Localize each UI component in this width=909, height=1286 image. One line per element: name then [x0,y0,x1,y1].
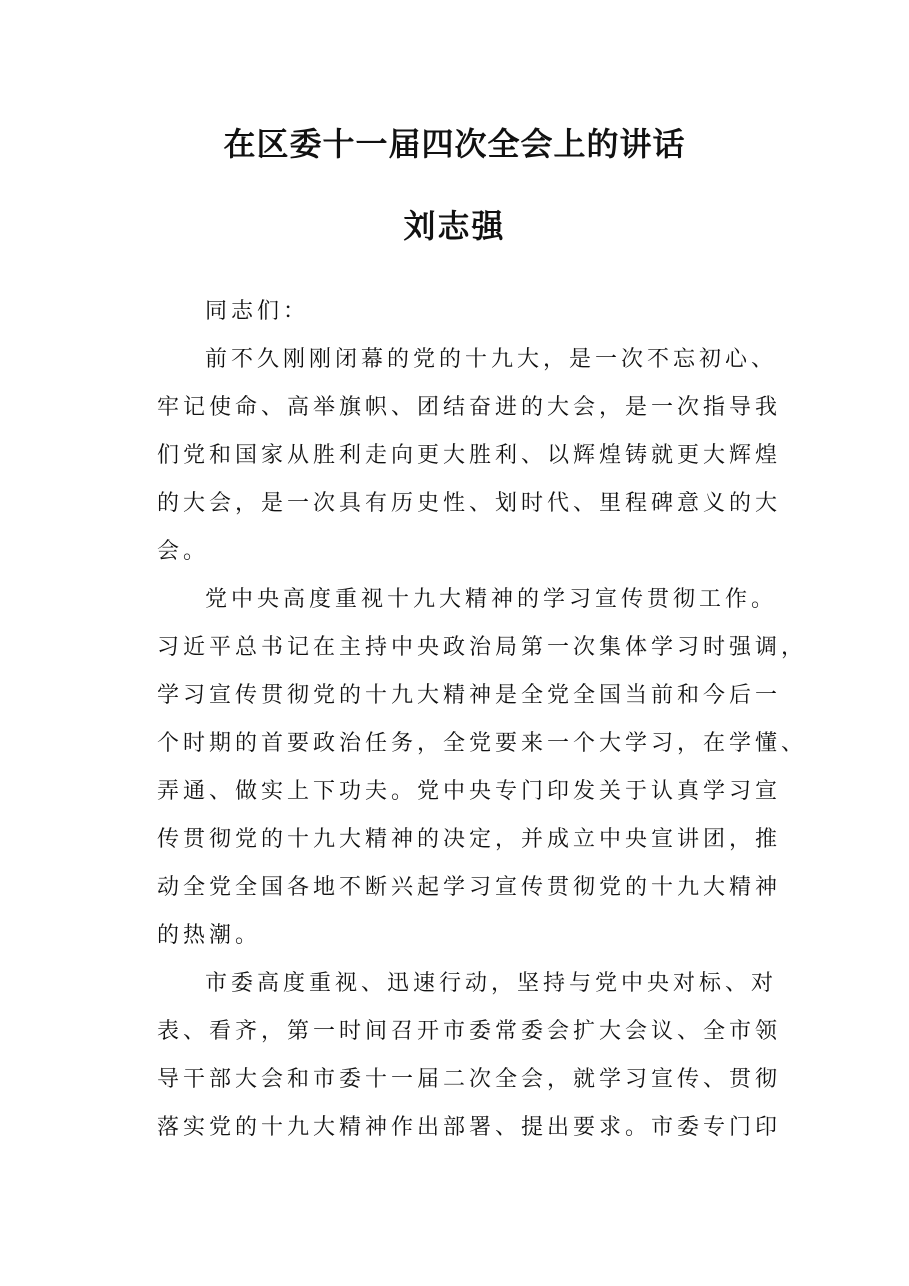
paragraph-line: 弄通、做实上下功夫。党中央专门印发关于认真学习宣 [157,779,782,804]
paragraph-line: 前不久刚刚闭幕的党的十九大，是一次不忘初心、 [205,347,778,372]
paragraph-line: 党中央高度重视十九大精神的学习宣传贯彻工作。 [205,587,778,612]
paragraph-line: 牢记使命、高举旗帜、团结奋进的大会，是一次指导我 [157,395,782,420]
paragraph-line: 习近平总书记在主持中央政治局第一次集体学习时强调， [157,635,808,660]
document-author: 刘志强 [403,207,506,245]
paragraph-line: 会。 [157,539,210,564]
paragraph-line: 的热潮。 [157,923,262,948]
document-body [157,288,808,1152]
paragraph-line: 传贯彻党的十九大精神的决定，并成立中央宣讲团，推 [157,827,782,852]
paragraph-line: 的大会，是一次具有历史性、划时代、里程碑意义的大 [157,491,782,516]
paragraph-line: 们党和国家从胜利走向更大胜利、以辉煌铸就更大辉煌 [157,443,782,468]
paragraph-line: 动全党全国各地不断兴起学习宣传贯彻党的十九大精神 [157,875,782,900]
paragraph-line: 导干部大会和市委十一届二次全会，就学习宣传、贯彻 [157,1067,782,1092]
paragraph-line: 个时期的首要政治任务，全党要来一个大学习，在学懂、 [157,731,808,756]
paragraph-line: 落实党的十九大精神作出部署、提出要求。市委专门印 [157,1115,782,1140]
paragraph-line: 市委高度重视、迅速行动，坚持与党中央对标、对 [205,971,778,996]
paragraph-line: 表、看齐，第一时间召开市委常委会扩大会议、全市领 [157,1019,782,1044]
document-title: 在区委十一届四次全会上的讲话 [223,125,686,163]
paragraph-line: 学习宣传贯彻党的十九大精神是全党全国当前和今后一 [157,683,782,708]
salutation-line: 同志们： [205,299,310,324]
